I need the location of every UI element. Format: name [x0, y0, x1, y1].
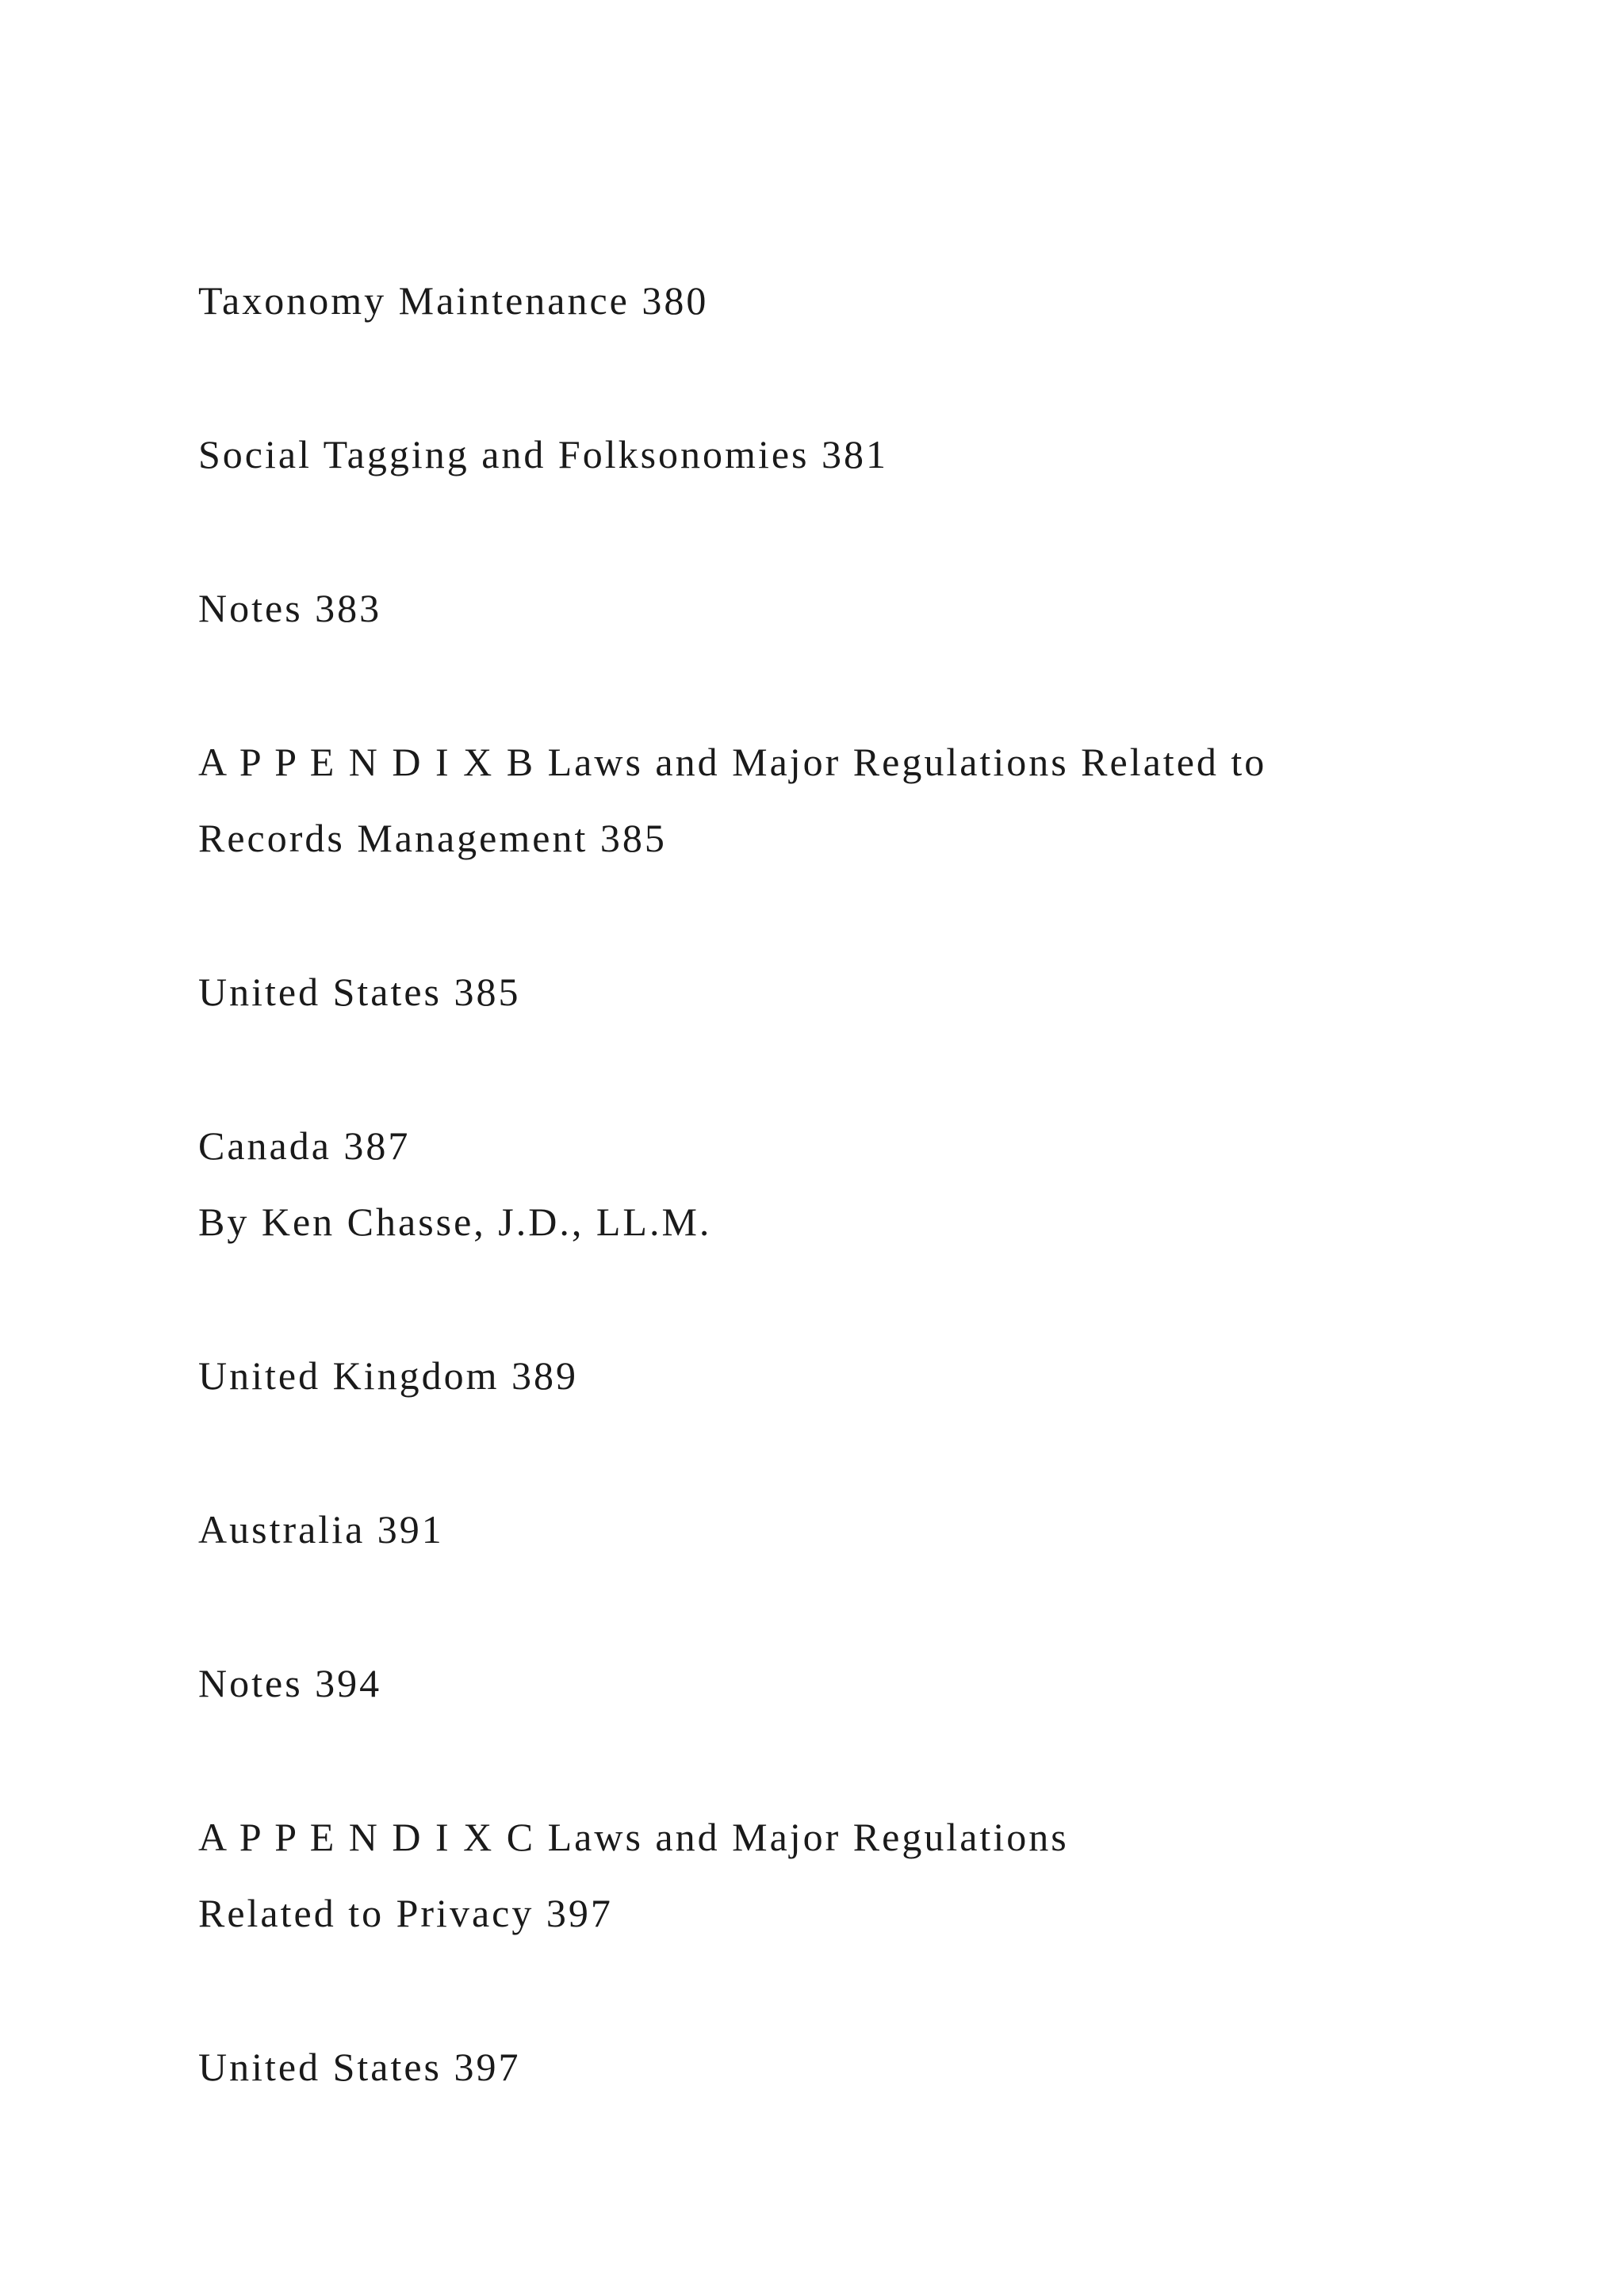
- toc-entry-canada: Canada 387: [198, 1123, 411, 1168]
- toc-entry-notes-383: Notes 383: [198, 586, 382, 630]
- toc-entry-appendix-b-continued: Records Management 385: [198, 816, 667, 860]
- toc-entry-taxonomy-maintenance: Taxonomy Maintenance 380: [198, 278, 709, 323]
- toc-entry-appendix-c-continued: Related to Privacy 397: [198, 1891, 613, 1935]
- toc-entry-canada-author: By Ken Chasse, J.D., LL.M.: [198, 1200, 712, 1244]
- toc-entry-social-tagging: Social Tagging and Folksonomies 381: [198, 432, 888, 476]
- toc-entry-notes-394: Notes 394: [198, 1661, 382, 1705]
- toc-entry-australia: Australia 391: [198, 1507, 444, 1552]
- toc-entry-united-states-397: United States 397: [198, 2045, 521, 2089]
- toc-entry-united-kingdom: United Kingdom 389: [198, 1353, 578, 1398]
- toc-entry-appendix-b-heading: A P P E N D I X B Laws and Major Regulations Related to: [198, 740, 1267, 784]
- toc-entry-appendix-c-heading: A P P E N D I X C Laws and Major Regulations: [198, 1815, 1069, 1859]
- toc-entry-united-states-385: United States 385: [198, 970, 521, 1014]
